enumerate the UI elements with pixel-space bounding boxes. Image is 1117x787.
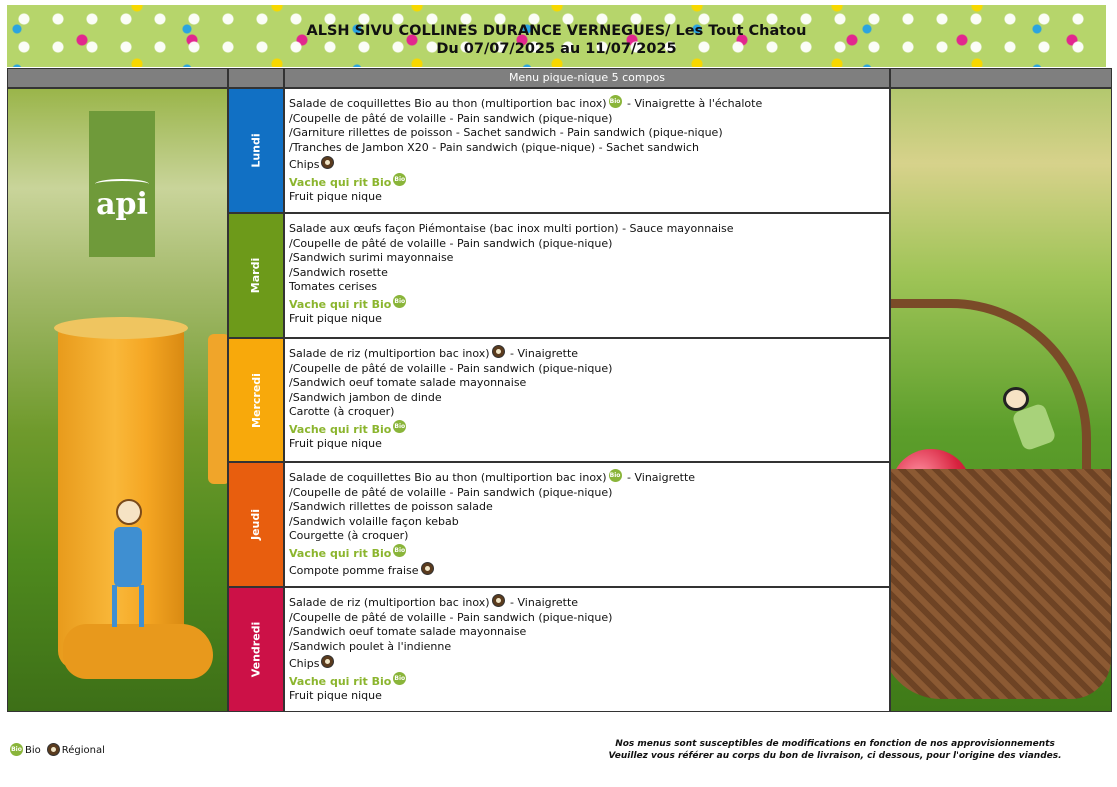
menu-item [289,564,889,579]
menu-item-suffix: - Vinaigrette [506,347,579,360]
menu-item-text: Tomates cerises [289,280,377,293]
menu-item [289,437,889,452]
menu-item [289,547,889,562]
menu-item-text: /Coupelle de pâté de volaille - Pain sandwich (pique-nique) [289,485,613,499]
day-label: Mercredi [249,372,263,428]
page-title [7,22,1106,58]
menu-item-text: /Sandwich rillettes de poisson salade [289,500,493,513]
regional-icon [321,655,334,668]
menu-item [289,298,889,313]
menu-item [289,529,889,544]
menu-item-text: /Sandwich poulet à l'indienne [289,639,452,653]
bio-icon: Bio [10,743,23,756]
menu-item-suffix: - Vinaigrette [506,596,579,609]
menu-item-text: /Tranches de Jambon X20 - Pain sandwich (pique-nique) - Sachet sandwich [289,140,699,154]
regional-icon [492,345,505,358]
grey-header-day [228,68,284,88]
menu-item [289,689,889,704]
regional-icon [321,156,334,169]
menu-item-text: /Coupelle de pâté de volaille - Pain sandwich (pique-nique) [289,361,613,375]
day-label: Vendredi [249,621,263,678]
menu-item [289,312,889,327]
menu-item [289,176,889,191]
menu-item [289,376,889,391]
menu-item [289,515,889,530]
menu-item [289,596,889,611]
menu-item-text: Salade de coquillettes Bio au thon (multiportion bac inox) [289,471,607,484]
menu-item-text: Fruit pique nique [289,312,382,325]
rain-boot-opening [54,317,188,339]
day-cell-mercredi [228,338,284,462]
menu-item-text: Courgette (à croquer) [289,529,409,542]
menu-cell-jeudi [284,462,890,587]
menu-cell-lundi [284,88,890,213]
menu-item-text: Vache qui rit Bio [289,175,392,189]
day-label: Lundi [249,133,263,168]
menu-cell-vendredi [284,587,890,712]
menu-item [289,640,889,655]
menu-item [289,158,889,173]
menu-item-text: Chips [289,657,320,670]
menu-item [289,423,889,438]
menu-item [289,347,889,362]
legend-regional-label: Régional [61,745,105,756]
menu-item-text: Salade de coquillettes Bio au thon (multiportion bac inox) [289,97,607,110]
menu-item [289,500,889,515]
kid-body [114,527,142,587]
day-cell-mardi [228,213,284,338]
title-line-1: ALSH SIVU COLLINES DURANCE VERNEGUES/ Les Tout Chatou [306,23,807,39]
header-banner [7,5,1106,67]
menu-item-text: /Sandwich oeuf tomate salade mayonnaise [289,625,527,638]
footer-note [600,738,1070,762]
kid-head [1003,387,1029,411]
day-cell-jeudi [228,462,284,587]
menu-item-suffix: - Vinaigrette à l'échalote [623,97,763,110]
bio-icon: Bio [609,469,622,482]
menu-item-text: /Sandwich rosette [289,265,388,279]
bio-icon: Bio [393,420,406,433]
logo-text: api [96,187,148,222]
menu-item [289,611,889,626]
menu-item-text: Salade de riz (multiportion bac inox) [289,347,490,360]
menu-item-text: Carotte (à croquer) [289,405,395,418]
menu-item [289,625,889,640]
menu-item-text: /Garniture rillettes de poisson - Sachet sandwich - Pain sandwich (pique-nique) [289,126,723,139]
day-cell-vendredi [228,587,284,712]
menu-item [289,486,889,501]
menu-item-text: Vache qui rit Bio [289,297,392,311]
menu-item-text: /Coupelle de pâté de volaille - Pain sandwich (pique-nique) [289,610,613,624]
footer-note-line-2: Veuillez vous référer au corps du bon de livraison, ci dessous, pour l'origine des viandes. [608,751,1062,761]
menu-item [289,405,889,420]
menu-item-text: /Sandwich oeuf tomate salade mayonnaise [289,376,527,389]
menu-item-text: Fruit pique nique [289,190,382,203]
menu-item-text: Fruit pique nique [289,689,382,702]
kid-head [116,499,142,525]
day-cell-lundi [228,88,284,213]
menu-item [289,280,889,295]
gardener-kid-illustration [108,499,148,629]
title-line-2: Du 07/07/2025 au 11/07/2025 [436,41,677,57]
left-decorative-image [7,88,228,712]
day-label: Jeudi [249,508,263,541]
grey-header-left [7,68,228,88]
menu-item [289,362,889,377]
menu-item-text: /Sandwich surimi mayonnaise [289,251,454,264]
menu-item-text: Vache qui rit Bio [289,674,392,688]
menu-item-text: /Sandwich volaille façon kebab [289,514,459,528]
bio-icon: Bio [393,173,406,186]
menu-heading: Menu pique-nique 5 compos [284,68,890,88]
bio-icon: Bio [609,95,622,108]
menu-item [289,251,889,266]
menu-item-text: Salade aux œufs façon Piémontaise (bac inox multi portion) - Sauce mayonnaise [289,222,734,235]
menu-item-text: Vache qui rit Bio [289,546,392,560]
menu-item-text: Compote pomme fraise [289,564,419,577]
menu-item-suffix: - Vinaigrette [623,471,696,484]
right-decorative-image [890,88,1112,712]
api-logo [89,111,155,257]
menu-item [289,190,889,205]
menu-item-text: /Coupelle de pâté de volaille - Pain sandwich (pique-nique) [289,236,613,250]
legend [8,744,105,757]
menu-item-text: /Coupelle de pâté de volaille - Pain sandwich (pique-nique) [289,111,613,125]
rain-boot-back [208,334,228,484]
bio-icon: Bio [393,672,406,685]
footer-note-line-1: Nos menus sont susceptibles de modifications en fonction de nos approvisionnements [615,739,1055,749]
menu-item [289,471,889,486]
menu-item [289,222,889,237]
menu-item [289,112,889,127]
menu-item [289,97,889,112]
menu-item-text: Fruit pique nique [289,437,382,450]
menu-item [289,657,889,672]
regional-icon [492,594,505,607]
menu-item-text: Salade de riz (multiportion bac inox) [289,596,490,609]
menu-item-text: Chips [289,158,320,171]
menu-item [289,391,889,406]
grey-header-right [890,68,1112,88]
regional-icon [421,562,434,575]
menu-item [289,266,889,281]
rain-boot-toe [63,624,213,679]
apple-basket [890,469,1111,699]
bio-icon: Bio [393,295,406,308]
menu-item [289,126,889,141]
menu-cell-mardi [284,213,890,338]
legend-bio-label: Bio [25,745,41,756]
menu-item-text: Vache qui rit Bio [289,422,392,436]
menu-cell-mercredi [284,338,890,462]
menu-item [289,141,889,156]
bio-icon: Bio [393,544,406,557]
day-label: Mardi [249,257,263,294]
climbing-kid-illustration [1003,387,1063,457]
menu-item [289,237,889,252]
regional-icon [47,743,60,756]
menu-item [289,675,889,690]
menu-item-text: /Sandwich jambon de dinde [289,390,442,404]
kid-legs [112,585,144,627]
